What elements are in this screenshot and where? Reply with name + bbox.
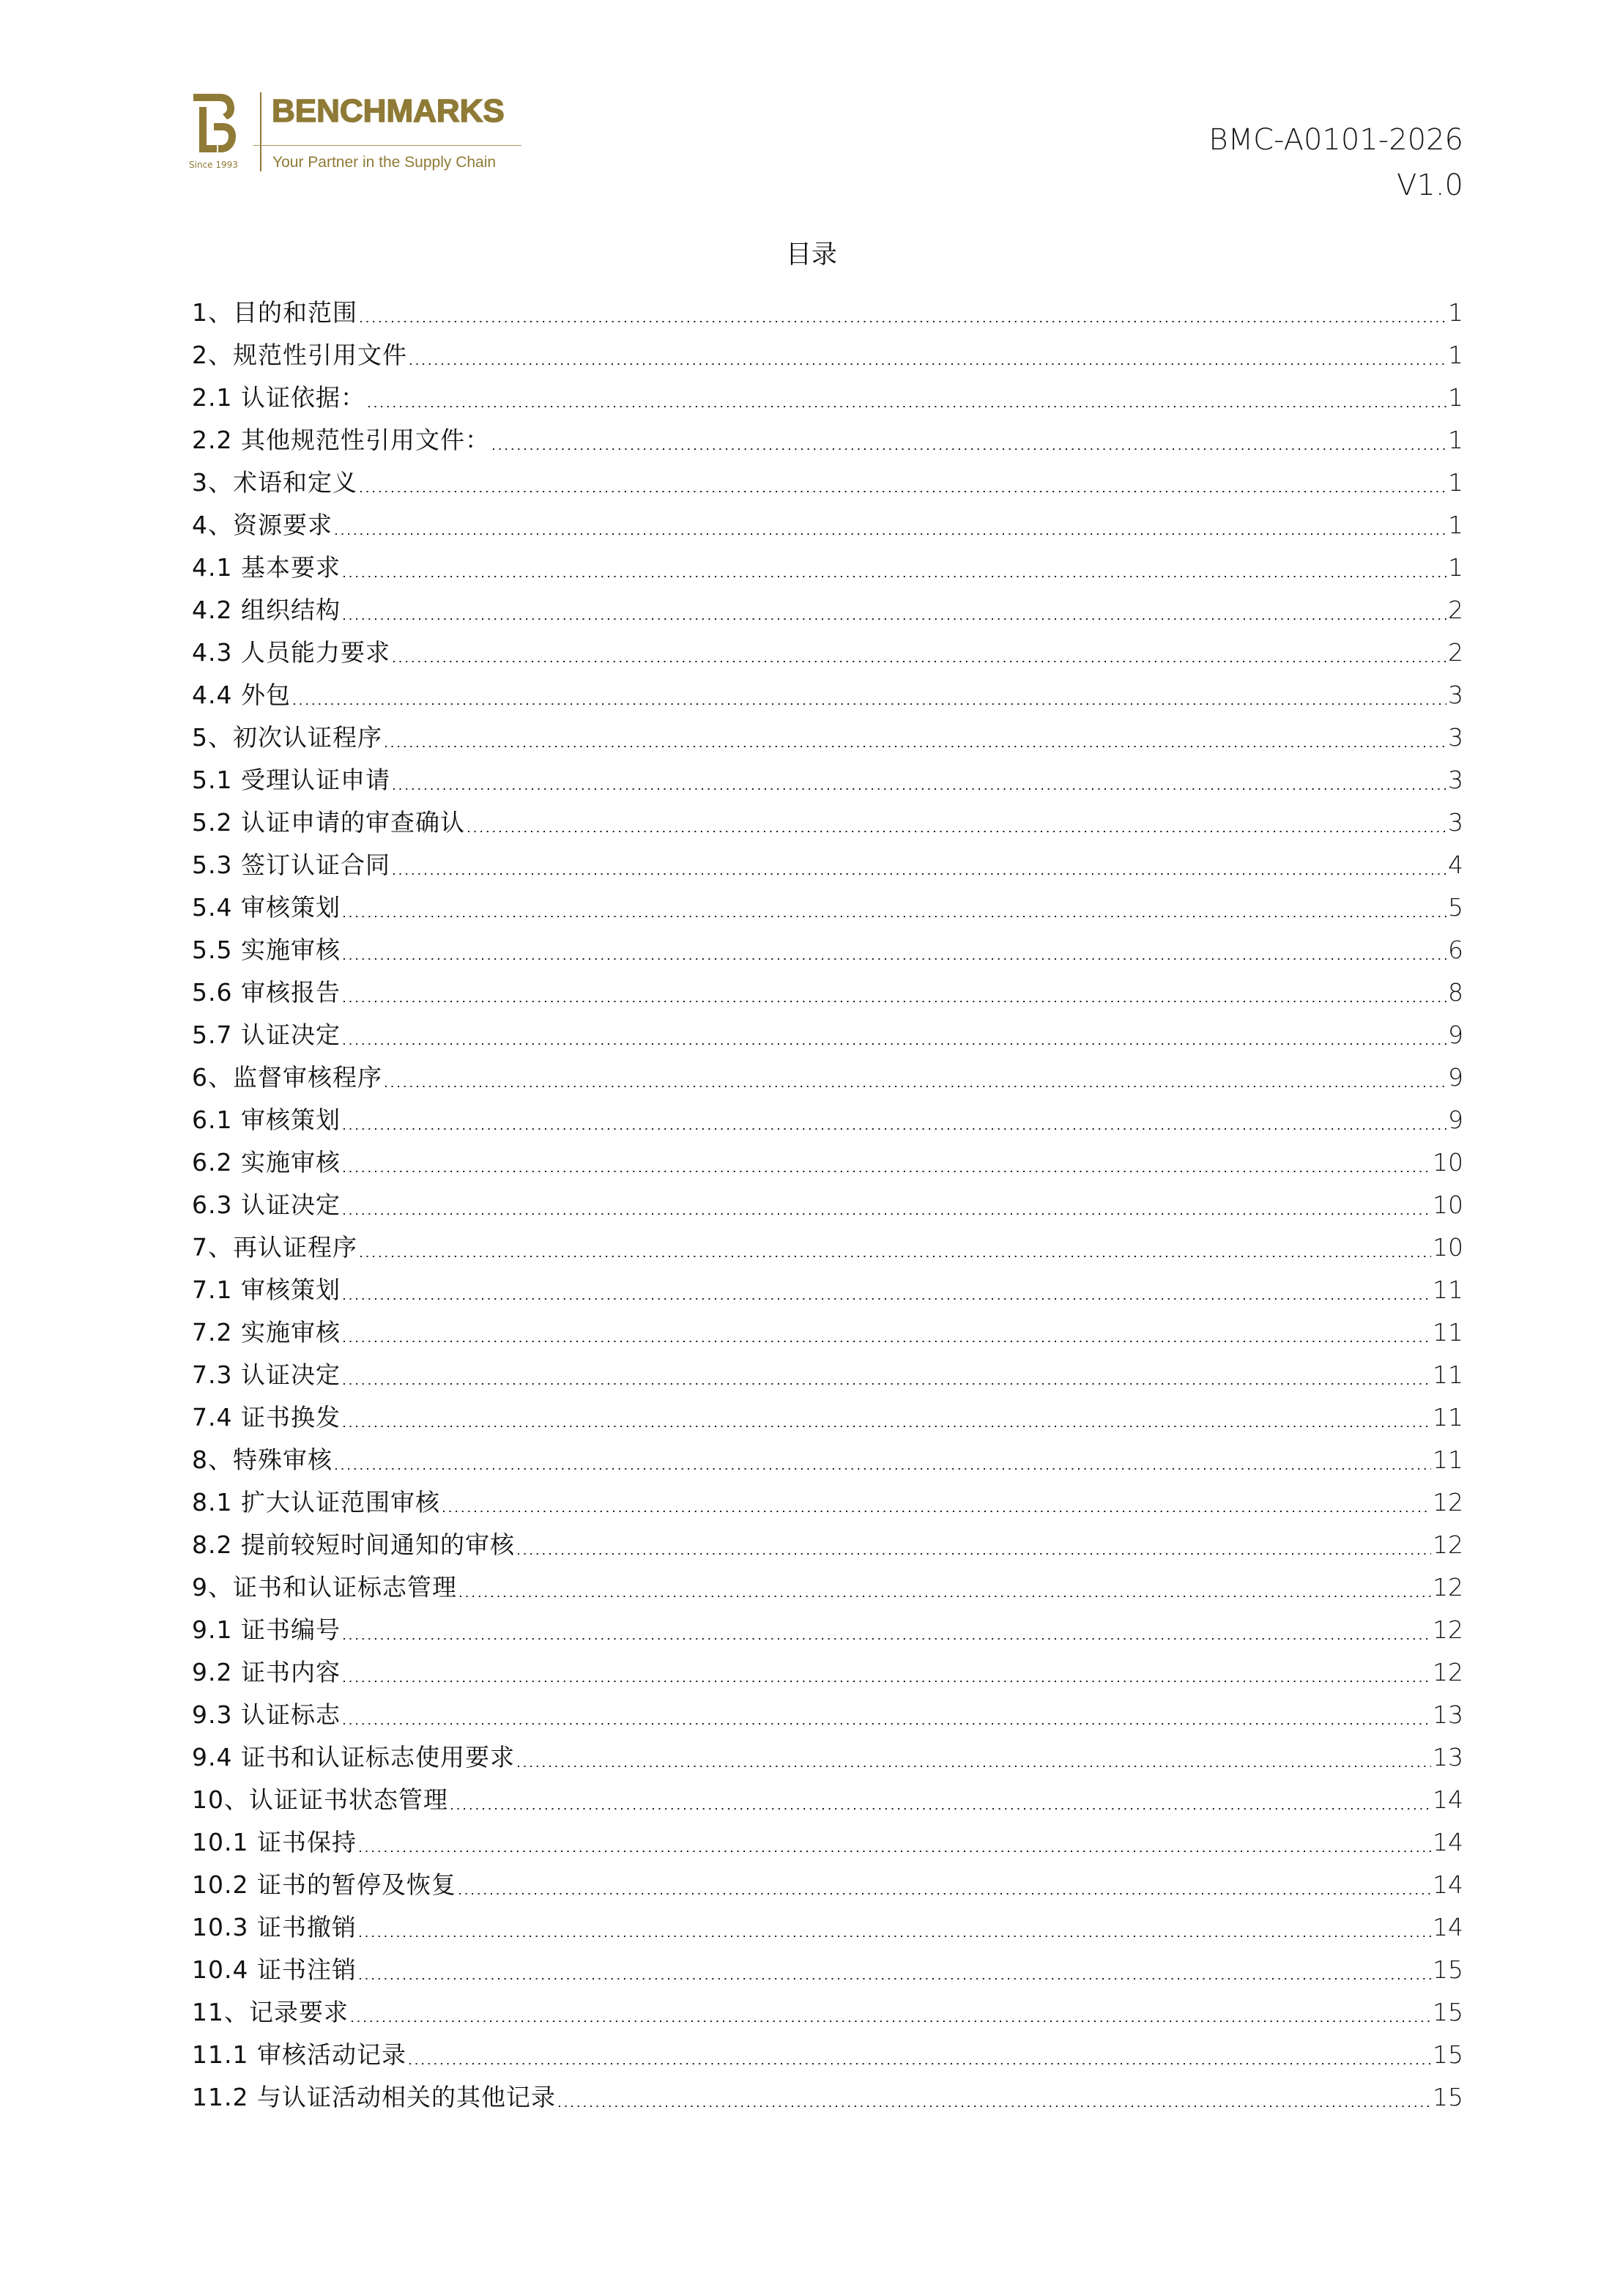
dot-leader — [360, 1978, 1431, 1980]
dot-leader — [493, 448, 1446, 450]
toc-entry-label: 6、监督审核程序 — [192, 1063, 382, 1092]
toc-entry[interactable] — [192, 334, 1463, 377]
toc-entry[interactable] — [192, 462, 1463, 504]
toc-entry-page: 1 — [1448, 298, 1463, 327]
toc-entry-label: 4.4 外包 — [192, 681, 291, 709]
toc-entry-page: 1 — [1448, 426, 1463, 454]
toc-entry-page: 9 — [1448, 1021, 1463, 1049]
toc-entry[interactable] — [192, 2076, 1463, 2119]
toc-entry-label: 2.2 其他规范性引用文件： — [192, 426, 490, 454]
toc-entry-label: 11、记录要求 — [192, 1998, 349, 2026]
toc-entry-page: 3 — [1448, 681, 1463, 709]
toc-entry-label: 5.5 实施审核 — [192, 936, 341, 964]
toc-entry-page: 9 — [1448, 1063, 1463, 1092]
dot-leader — [393, 788, 1446, 790]
dot-leader — [451, 1808, 1431, 1810]
dot-leader — [343, 1128, 1446, 1130]
toc-entry-page: 13 — [1433, 1743, 1463, 1771]
dot-leader — [360, 1851, 1431, 1852]
dot-leader — [343, 1001, 1446, 1002]
toc-entry-page: 1 — [1448, 341, 1463, 369]
toc-entry-label: 8、特殊审核 — [192, 1445, 333, 1474]
dot-leader — [335, 1468, 1431, 1470]
toc-entry[interactable] — [192, 886, 1463, 929]
toc-entry-page: 14 — [1433, 1828, 1463, 1856]
toc-entry-label: 3、术语和定义 — [192, 468, 357, 497]
dot-leader — [343, 1213, 1431, 1215]
toc-entry-label: 5.7 认证决定 — [192, 1021, 341, 1049]
toc-entry[interactable] — [192, 971, 1463, 1014]
toc-entry[interactable] — [192, 1949, 1463, 1991]
dot-leader — [468, 831, 1446, 832]
toc-entry[interactable] — [192, 1694, 1463, 1736]
toc-entry[interactable] — [192, 1736, 1463, 1779]
toc-entry[interactable] — [192, 1864, 1463, 1906]
toc-entry-label: 9、证书和认证标志管理 — [192, 1573, 457, 1601]
toc-entry[interactable] — [192, 716, 1463, 759]
dot-leader — [360, 321, 1446, 322]
toc-entry-page: 15 — [1433, 1998, 1463, 2026]
toc-entry[interactable] — [192, 547, 1463, 589]
dot-leader — [343, 1298, 1431, 1300]
toc-entry-label: 9.1 证书编号 — [192, 1615, 341, 1644]
dot-leader — [343, 1043, 1446, 1045]
dot-leader — [360, 491, 1446, 492]
toc-entry-page: 14 — [1433, 1913, 1463, 1941]
toc-entry[interactable] — [192, 1396, 1463, 1439]
toc-entry[interactable] — [192, 759, 1463, 801]
toc-entry-label: 10.3 证书撤销 — [192, 1913, 357, 1941]
toc-entry[interactable] — [192, 1056, 1463, 1099]
dot-leader — [360, 1256, 1431, 1257]
toc-entry-label: 7.3 认证决定 — [192, 1360, 341, 1389]
toc-entry-label: 5.2 认证申请的审查确认 — [192, 808, 465, 837]
toc-entry-page: 12 — [1433, 1573, 1463, 1601]
dot-leader — [409, 2063, 1431, 2064]
toc-entry[interactable] — [192, 1651, 1463, 1694]
dot-leader — [518, 1553, 1431, 1555]
toc-entry-page: 15 — [1433, 2040, 1463, 2069]
toc-entry[interactable] — [192, 1099, 1463, 1141]
toc-entry[interactable] — [192, 1439, 1463, 1481]
table-of-contents — [192, 292, 1463, 2119]
toc-entry[interactable] — [192, 674, 1463, 716]
toc-entry-page: 14 — [1433, 1870, 1463, 1899]
toc-entry-label: 7.2 实施审核 — [192, 1318, 341, 1347]
toc-entry-label: 11.2 与认证活动相关的其他记录 — [192, 2083, 556, 2111]
dot-leader — [343, 1171, 1431, 1172]
toc-entry-label: 8.2 提前较短时间通知的审核 — [192, 1530, 515, 1559]
toc-entry-page: 11 — [1433, 1403, 1463, 1432]
toc-entry-page: 12 — [1433, 1615, 1463, 1644]
toc-entry[interactable] — [192, 1779, 1463, 1821]
logo-brand-name: BENCHMARKS — [272, 93, 505, 129]
dot-leader — [343, 1638, 1431, 1640]
toc-entry-label: 8.1 扩大认证范围审核 — [192, 1488, 440, 1517]
page-title: 目录 — [785, 240, 837, 270]
toc-entry-page: 14 — [1433, 1785, 1463, 1814]
toc-entry-page: 1 — [1448, 553, 1463, 582]
toc-entry-page: 3 — [1448, 723, 1463, 752]
dot-leader — [294, 703, 1446, 705]
toc-entry-page: 12 — [1433, 1658, 1463, 1686]
company-logo — [187, 86, 524, 178]
toc-entry[interactable] — [192, 929, 1463, 971]
toc-entry-page: 3 — [1448, 808, 1463, 837]
dot-leader — [343, 1426, 1431, 1427]
logo-divider-horizontal — [253, 145, 521, 146]
toc-entry-page: 1 — [1448, 383, 1463, 412]
toc-entry-label: 7.1 审核策划 — [192, 1275, 341, 1304]
toc-entry-label: 4、资源要求 — [192, 511, 333, 539]
toc-entry-label: 11.1 审核活动记录 — [192, 2040, 406, 2069]
toc-entry-page: 10 — [1433, 1148, 1463, 1177]
toc-entry[interactable] — [192, 504, 1463, 547]
toc-entry-label: 5.6 审核报告 — [192, 978, 341, 1007]
toc-entry-page: 9 — [1448, 1106, 1463, 1134]
toc-entry-label: 9.4 证书和认证标志使用要求 — [192, 1743, 515, 1771]
toc-entry-page: 2 — [1448, 596, 1463, 624]
toc-entry[interactable] — [192, 801, 1463, 844]
dot-leader — [410, 363, 1446, 365]
toc-entry-page: 3 — [1448, 766, 1463, 794]
toc-entry[interactable] — [192, 1609, 1463, 1651]
toc-entry-page: 4 — [1448, 851, 1463, 879]
toc-entry-label: 5、初次认证程序 — [192, 723, 382, 752]
toc-entry-page: 6 — [1448, 936, 1463, 964]
toc-entry[interactable] — [192, 419, 1463, 462]
toc-entry-page: 2 — [1448, 638, 1463, 667]
toc-entry[interactable] — [192, 1991, 1463, 2034]
toc-entry-label: 9.2 证书内容 — [192, 1658, 341, 1686]
dot-leader — [368, 406, 1446, 407]
toc-entry[interactable] — [192, 1141, 1463, 1184]
dot-leader — [352, 2021, 1431, 2022]
dot-leader — [335, 533, 1446, 535]
toc-entry-label: 5.3 签订认证合同 — [192, 851, 390, 879]
benchmarks-monogram-icon — [193, 94, 236, 152]
toc-entry-label: 10、认证证书状态管理 — [192, 1785, 448, 1814]
toc-entry-page: 13 — [1433, 1700, 1463, 1729]
toc-entry[interactable] — [192, 292, 1463, 334]
toc-entry-label: 2.1 认证依据： — [192, 383, 365, 412]
dot-leader — [559, 2106, 1431, 2107]
toc-entry-page: 10 — [1433, 1190, 1463, 1219]
logo-since-text: Since 1993 — [189, 160, 238, 170]
toc-entry-page: 10 — [1433, 1233, 1463, 1262]
dot-leader — [460, 1596, 1431, 1597]
toc-entry[interactable] — [192, 1524, 1463, 1566]
logo-tagline: Your Partner in the Supply Chain — [272, 154, 497, 171]
toc-entry-page: 11 — [1433, 1360, 1463, 1389]
dot-leader — [393, 661, 1446, 662]
toc-entry[interactable] — [192, 1481, 1463, 1524]
document-version: V1.0 — [1397, 169, 1463, 202]
dot-leader — [343, 1341, 1431, 1342]
toc-entry[interactable] — [192, 377, 1463, 419]
toc-entry-page: 11 — [1433, 1318, 1463, 1347]
toc-entry-page: 8 — [1448, 978, 1463, 1007]
toc-entry-page: 15 — [1433, 1955, 1463, 1984]
dot-leader — [343, 958, 1446, 960]
toc-entry[interactable] — [192, 844, 1463, 886]
dot-leader — [343, 1681, 1431, 1682]
toc-entry[interactable] — [192, 1906, 1463, 1949]
toc-entry-label: 5.1 受理认证申请 — [192, 766, 390, 794]
toc-entry-label: 1、目的和范围 — [192, 298, 357, 327]
toc-entry-label: 4.1 基本要求 — [192, 553, 341, 582]
toc-entry-page: 12 — [1433, 1488, 1463, 1517]
toc-entry-label: 4.2 组织结构 — [192, 596, 341, 624]
toc-entry-label: 7、再认证程序 — [192, 1233, 357, 1262]
toc-entry-label: 6.3 认证决定 — [192, 1190, 341, 1219]
toc-entry[interactable] — [192, 632, 1463, 674]
dot-leader — [443, 1511, 1431, 1512]
toc-entry-page: 11 — [1433, 1445, 1463, 1474]
toc-entry-label: 6.2 实施审核 — [192, 1148, 341, 1177]
toc-entry-page: 15 — [1433, 2083, 1463, 2111]
dot-leader — [343, 1383, 1431, 1385]
toc-entry[interactable] — [192, 1354, 1463, 1396]
toc-entry[interactable] — [192, 2034, 1463, 2076]
toc-entry-page: 1 — [1448, 511, 1463, 539]
toc-entry-page: 5 — [1448, 893, 1463, 922]
toc-entry[interactable] — [192, 1226, 1463, 1269]
toc-entry-label: 10.1 证书保持 — [192, 1828, 357, 1856]
toc-entry[interactable] — [192, 1269, 1463, 1311]
dot-leader — [518, 1766, 1431, 1767]
toc-entry-label: 10.2 证书的暂停及恢复 — [192, 1870, 456, 1899]
dot-leader — [385, 746, 1446, 747]
toc-entry-label: 10.4 证书注销 — [192, 1955, 357, 1984]
dot-leader — [385, 1086, 1446, 1087]
toc-entry-page: 12 — [1433, 1530, 1463, 1559]
dot-leader — [360, 1936, 1431, 1937]
toc-entry-label: 7.4 证书换发 — [192, 1403, 341, 1432]
toc-entry-label: 9.3 认证标志 — [192, 1700, 341, 1729]
toc-entry[interactable] — [192, 1014, 1463, 1056]
document-identifier — [1208, 117, 1463, 208]
toc-entry-page: 11 — [1433, 1275, 1463, 1304]
toc-entry[interactable] — [192, 1311, 1463, 1354]
document-code: BMC-A0101-2026 — [1208, 123, 1463, 157]
toc-entry-label: 6.1 审核策划 — [192, 1106, 341, 1134]
dot-leader — [343, 1723, 1431, 1725]
logo-divider-vertical — [260, 92, 261, 171]
toc-entry-page: 1 — [1448, 468, 1463, 497]
toc-entry-label: 5.4 审核策划 — [192, 893, 341, 922]
dot-leader — [459, 1893, 1431, 1895]
dot-leader — [343, 916, 1446, 917]
toc-entry[interactable] — [192, 589, 1463, 632]
toc-entry-label: 2、规范性引用文件 — [192, 341, 407, 369]
toc-entry[interactable] — [192, 1566, 1463, 1609]
dot-leader — [343, 618, 1446, 620]
dot-leader — [393, 873, 1446, 875]
dot-leader — [343, 576, 1446, 577]
toc-entry[interactable] — [192, 1184, 1463, 1226]
toc-entry[interactable] — [192, 1821, 1463, 1864]
toc-entry-label: 4.3 人员能力要求 — [192, 638, 390, 667]
